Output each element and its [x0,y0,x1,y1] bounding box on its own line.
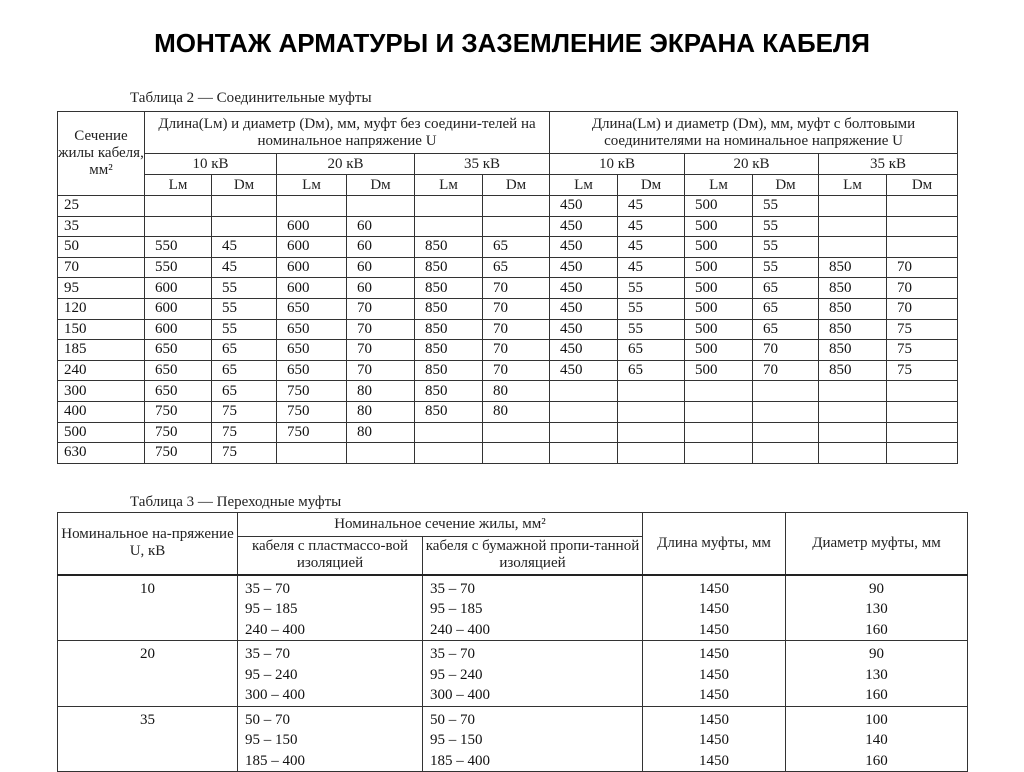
table2-cell: 600 [277,216,347,237]
table3-length-value: 1450 [699,711,729,728]
table2-cell [415,216,483,237]
table2-cell: 650 [277,298,347,319]
table2-cell [145,216,212,237]
table2-cell: 850 [415,381,483,402]
table2-cell: 80 [483,381,550,402]
table3-transition-sleeves [57,512,968,772]
table2-sub-header: Lм [550,175,618,196]
table3-header-length: Длина муфты, мм [643,513,786,575]
table2-section-cell: 50 [58,237,145,258]
table2-header-group-right: Длина(Lм) и диаметр (Dм), мм, муфт с болтовыми соединителями на номинальное напряжение U [550,112,958,154]
table2-cell: 650 [145,381,212,402]
table2-cell: 65 [753,278,819,299]
table3-paper-range: 35 – 70 [430,646,475,662]
table3-plastic-range: 240 – 400 [245,621,305,638]
table2-cell: 55 [618,319,685,340]
table2-cell [753,422,819,443]
table2-cell: 65 [212,360,277,381]
table2-cell: 70 [483,319,550,340]
table2-cell: 500 [685,257,753,278]
table2-sub-header: Dм [212,175,277,196]
table2-cell: 60 [347,237,415,258]
table3-diameter-value: 160 [865,752,888,769]
table2-sub-header: Lм [277,175,347,196]
table2-cell: 850 [819,340,887,361]
table3-length-value: 1450 [699,732,729,748]
table2-cell [550,401,618,422]
table2-cell: 55 [753,257,819,278]
table2-sub-header: Lм [685,175,753,196]
table2-cell: 45 [212,257,277,278]
table2-cell: 450 [550,298,618,319]
table2-section-cell: 500 [58,422,145,443]
table2-cell: 55 [212,278,277,299]
table2-cell: 850 [415,360,483,381]
table2-cell [753,381,819,402]
table2-cell: 70 [347,298,415,319]
table2-cell [212,196,277,217]
table2-cell: 650 [145,340,212,361]
table3-row-group [58,706,968,772]
table2-cell: 500 [685,278,753,299]
table2-cell: 65 [618,360,685,381]
table2-cell: 60 [347,278,415,299]
table2-cell: 55 [212,298,277,319]
table3-diameter-value: 90 [869,646,884,662]
table2-cell: 60 [347,257,415,278]
table2-cell: 450 [550,340,618,361]
table2-cell: 500 [685,319,753,340]
table2-cell: 750 [277,422,347,443]
table2-cell [887,443,958,464]
table2-cell: 850 [819,319,887,340]
table2-cell: 500 [685,298,753,319]
table3-diameter-value: 140 [865,732,888,748]
table2-cell [415,196,483,217]
table2-sub-header: Dм [753,175,819,196]
table3-paper-range: 185 – 400 [430,752,490,769]
table2-caption: Таблица 2 — Соединительные муфты [130,90,372,106]
table3-header-diameter: Диаметр муфты, мм [786,513,968,575]
table2-cell: 450 [550,196,618,217]
table2-cell: 65 [212,381,277,402]
table2-cell: 500 [685,216,753,237]
table2-section-cell: 150 [58,319,145,340]
table2-cell: 850 [415,257,483,278]
table2-cell: 850 [415,319,483,340]
table2-cell: 70 [347,319,415,340]
table3-diameter-cell [786,575,968,641]
table2-cell: 70 [753,360,819,381]
table2-row [58,257,958,278]
table2-row [58,422,958,443]
table2-voltage-header: 35 кВ [819,154,958,175]
table2-cell: 750 [277,381,347,402]
table2-cell: 600 [145,298,212,319]
table2-cell [819,381,887,402]
table2-cell: 75 [212,443,277,464]
table3-paper-range: 95 – 150 [430,732,483,748]
table2-cell [277,443,347,464]
table2-cell [618,401,685,422]
table2-cell: 45 [618,196,685,217]
table3-length-cell [643,706,786,772]
table2-cell: 750 [145,422,212,443]
table2-header-group-left: Длина(Lм) и диаметр (Dм), мм, муфт без соедини-телей на номинальное напряжение U [145,112,550,154]
table2-row [58,216,958,237]
table2-section-cell: 35 [58,216,145,237]
table2-cell [415,422,483,443]
table3-paper-range: 35 – 70 [430,580,475,597]
table3-paper-cell [423,641,643,707]
table3-diameter-value: 160 [865,687,888,703]
table2-cell: 850 [415,340,483,361]
table3-header-voltage: Номинальное на-пряжение U, кВ [58,513,238,575]
table3-length-value: 1450 [699,752,729,769]
table2-row [58,401,958,422]
table2-cell: 65 [618,340,685,361]
table2-cell [753,401,819,422]
table2-cell [887,381,958,402]
table2-cell [887,422,958,443]
table2-cell: 450 [550,278,618,299]
table3-voltage-cell: 35 [58,706,238,772]
table2-cell: 500 [685,196,753,217]
table2-section-cell: 240 [58,360,145,381]
table2-row [58,340,958,361]
table2-cell: 55 [212,319,277,340]
table2-sub-header: Dм [887,175,958,196]
table2-cell: 600 [145,278,212,299]
table2-cell [618,381,685,402]
table2-cell: 850 [819,257,887,278]
table2-row [58,278,958,299]
table2-cell [887,216,958,237]
table2-cell [483,443,550,464]
table2-cell: 650 [277,340,347,361]
table2-voltage-header: 20 кВ [685,154,819,175]
table2-row [58,360,958,381]
table2-cell: 600 [277,257,347,278]
table2-cell: 75 [212,422,277,443]
table2-sub-header: Dм [483,175,550,196]
table2-cell [887,196,958,217]
table2-cell [887,237,958,258]
table2-section-cell: 70 [58,257,145,278]
table2-row [58,298,958,319]
table2-cell: 600 [277,237,347,258]
table2-section-cell: 400 [58,401,145,422]
table2-cell [819,443,887,464]
table2-cell: 45 [618,237,685,258]
table2-cell [685,381,753,402]
table2-cell: 850 [819,278,887,299]
table2-cell [277,196,347,217]
table2-cell: 75 [887,360,958,381]
table2-cell: 500 [685,360,753,381]
table2-coupling-sleeves [57,111,958,464]
table3-length-value: 1450 [699,687,729,703]
table2-cell: 45 [618,216,685,237]
table2-cell: 65 [753,298,819,319]
table3-row-group [58,641,968,707]
table2-cell: 45 [212,237,277,258]
table3-length-cell [643,641,786,707]
table2-header-section: Сечение жилы кабеля, мм² [58,112,145,196]
slide-title: МОНТАЖ АРМАТУРЫ И ЗАЗЕМЛЕНИЕ ЭКРАНА КАБЕЛЯ [154,28,870,58]
table2-cell: 750 [145,401,212,422]
table2-row [58,319,958,340]
table2-cell: 70 [347,340,415,361]
table2-cell: 60 [347,216,415,237]
table2-cell: 75 [887,319,958,340]
table2-cell [483,422,550,443]
table3-plastic-range: 95 – 240 [245,666,298,683]
table2-cell: 850 [415,401,483,422]
table2-cell [819,196,887,217]
table3-header-paper: кабеля с бумажной пропи-танной изоляцией [423,537,643,575]
table2-cell [550,443,618,464]
table2-cell: 600 [145,319,212,340]
table3-plastic-range: 50 – 70 [245,711,290,728]
table2-voltage-header: 35 кВ [415,154,550,175]
table2-cell: 80 [347,401,415,422]
table2-section-cell: 95 [58,278,145,299]
table3-paper-range: 50 – 70 [430,711,475,728]
table2-cell [819,237,887,258]
table2-cell: 450 [550,360,618,381]
table2-voltage-header: 20 кВ [277,154,415,175]
table2-cell: 65 [483,237,550,258]
table3-plastic-cell [238,575,423,641]
table2-cell: 450 [550,237,618,258]
table2-cell: 65 [483,257,550,278]
table2-row [58,381,958,402]
table3-diameter-value: 100 [865,711,888,728]
table3-voltage-cell: 10 [58,575,238,641]
table2-cell [483,216,550,237]
table3-paper-cell [423,575,643,641]
table3-plastic-cell [238,706,423,772]
table2-cell: 55 [618,298,685,319]
table2-cell: 70 [483,340,550,361]
table2-cell: 500 [685,237,753,258]
table3-diameter-value: 90 [869,580,884,597]
table3-paper-cell [423,706,643,772]
table3-paper-range: 300 – 400 [430,687,490,703]
table2-cell: 75 [212,401,277,422]
table3-plastic-range: 35 – 70 [245,646,290,662]
table2-cell [483,196,550,217]
table3-length-value: 1450 [699,666,729,683]
table2-cell: 600 [277,278,347,299]
table2-cell [145,196,212,217]
table2-cell: 70 [483,298,550,319]
table2-cell: 70 [753,340,819,361]
table2-cell [415,443,483,464]
table2-cell [887,401,958,422]
table2-cell: 70 [347,360,415,381]
table2-cell: 850 [415,298,483,319]
table3-plastic-range: 95 – 150 [245,732,298,748]
table2-cell: 550 [145,237,212,258]
table2-section-cell: 185 [58,340,145,361]
table3-diameter-value: 130 [865,666,888,683]
table2-cell [685,422,753,443]
table2-cell: 80 [483,401,550,422]
table3-plastic-range: 95 – 185 [245,601,298,617]
table3-paper-range: 95 – 185 [430,601,483,617]
table2-cell [819,422,887,443]
table2-cell: 450 [550,257,618,278]
table2-cell: 650 [145,360,212,381]
table3-header-plastic: кабеля с пластмассо-вой изоляцией [238,537,423,575]
table2-cell: 55 [753,237,819,258]
table2-cell: 55 [753,196,819,217]
table3-header-section: Номинальное сечение жилы, мм² [238,513,643,537]
table3-row-group [58,575,968,641]
table2-cell [685,443,753,464]
table2-cell: 55 [753,216,819,237]
table2-cell [212,216,277,237]
table2-cell: 70 [483,360,550,381]
table2-cell [347,443,415,464]
table2-cell: 550 [145,257,212,278]
table3-length-value: 1450 [699,580,729,597]
table2-section-cell: 300 [58,381,145,402]
table2-cell: 65 [753,319,819,340]
table2-cell [618,443,685,464]
table2-cell: 45 [618,257,685,278]
table3-plastic-cell [238,641,423,707]
table2-cell: 650 [277,319,347,340]
table2-cell [550,422,618,443]
table3-plastic-range: 35 – 70 [245,580,290,597]
table2-cell: 70 [483,278,550,299]
table3-paper-range: 95 – 240 [430,666,483,683]
table3-length-value: 1450 [699,601,729,617]
table3-length-value: 1450 [699,646,729,662]
table2-section-cell: 630 [58,443,145,464]
table3-length-value: 1450 [699,621,729,638]
table2-cell: 55 [618,278,685,299]
table2-cell: 80 [347,381,415,402]
table3-voltage-cell: 20 [58,641,238,707]
table2-section-cell: 25 [58,196,145,217]
table2-cell: 450 [550,216,618,237]
table3-plastic-range: 185 – 400 [245,752,305,769]
table2-cell: 450 [550,319,618,340]
table2-cell: 70 [887,257,958,278]
table2-row [58,196,958,217]
table2-cell [819,216,887,237]
table2-sub-header: Dм [618,175,685,196]
table2-cell [819,401,887,422]
table3-caption: Таблица 3 — Переходные муфты [130,494,342,510]
table2-cell: 500 [685,340,753,361]
table2-row [58,443,958,464]
table2-sub-header: Lм [415,175,483,196]
table2-cell: 850 [415,237,483,258]
table2-cell: 75 [887,340,958,361]
table3-plastic-range: 300 – 400 [245,687,305,703]
table2-row [58,237,958,258]
table2-sub-header: Lм [819,175,887,196]
table2-cell [753,443,819,464]
table3-paper-range: 240 – 400 [430,621,490,638]
table2-cell [618,422,685,443]
table3-diameter-value: 160 [865,621,888,638]
table2-voltage-header: 10 кВ [550,154,685,175]
table2-cell: 850 [819,298,887,319]
table2-cell [685,401,753,422]
table2-section-cell: 120 [58,298,145,319]
table2-voltage-header: 10 кВ [145,154,277,175]
table2-sub-header: Lм [145,175,212,196]
table2-cell: 750 [277,401,347,422]
table3-diameter-value: 130 [865,601,888,617]
table2-cell: 850 [819,360,887,381]
table2-sub-header: Dм [347,175,415,196]
table2-cell: 650 [277,360,347,381]
table2-cell: 65 [212,340,277,361]
table2-cell: 80 [347,422,415,443]
table2-cell: 70 [887,298,958,319]
table2-cell [550,381,618,402]
table3-diameter-cell [786,641,968,707]
table2-cell: 750 [145,443,212,464]
table2-cell [347,196,415,217]
table3-diameter-cell [786,706,968,772]
table2-cell: 850 [415,278,483,299]
table2-cell: 70 [887,278,958,299]
table3-length-cell [643,575,786,641]
